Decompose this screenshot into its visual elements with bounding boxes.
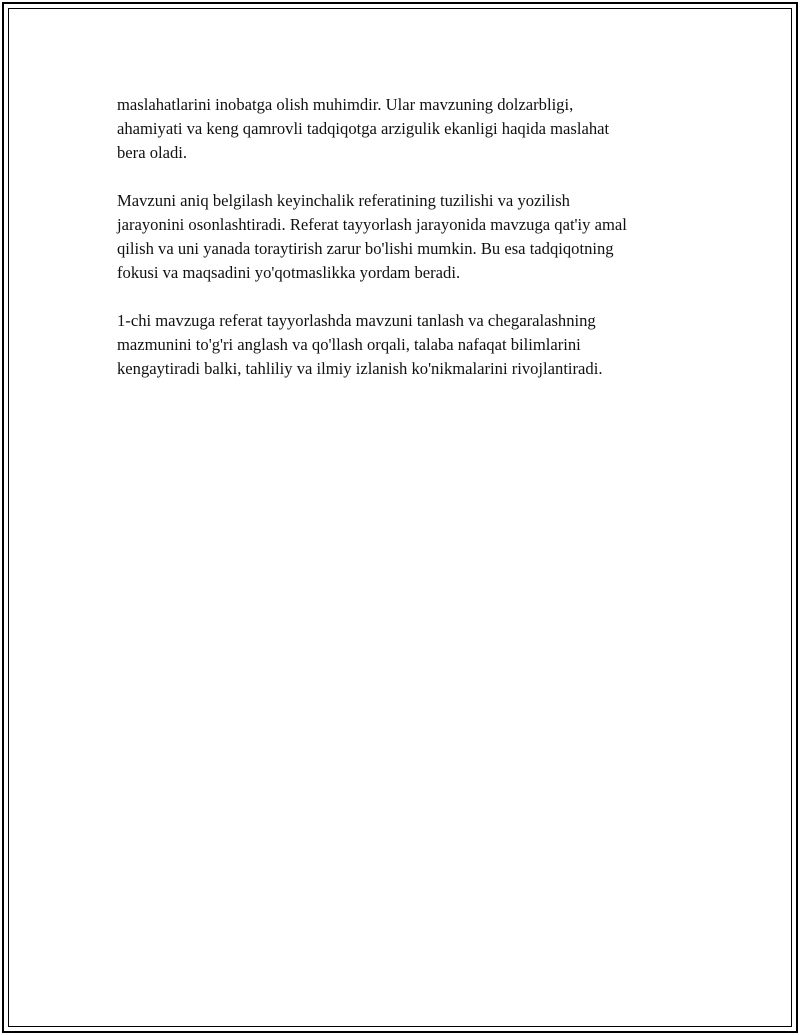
text-line: ahamiyati va keng qamrovli tadqiqotga arzigulik ekanligi haqida maslahat [117, 119, 610, 138]
paragraph-1 [117, 93, 697, 165]
paragraph-2 [117, 189, 697, 285]
text-line: 1-chi mavzuga referat tayyorlashda mavzuni tanlash va chegaralashning [117, 311, 596, 330]
text-line: Mavzuni aniq belgilash keyinchalik referatining tuzilishi va yozilish [117, 191, 570, 210]
document-body [117, 93, 697, 405]
text-line: maslahatlarini inobatga olish muhimdir. Ular mavzuning dolzarbligi, [117, 95, 574, 114]
text-line: qilish va uni yanada toraytirish zarur bo'lishi mumkin. Bu esa tadqiqotning [117, 239, 614, 258]
text-line: jarayonini osonlashtiradi. Referat tayyorlash jarayonida mavzuga qat'iy amal [117, 215, 627, 234]
paragraph-3 [117, 309, 697, 381]
text-line: kengaytiradi balki, tahliliy va ilmiy izlanish ko'nikmalarini rivojlantiradi. [117, 359, 603, 378]
text-line: fokusi va maqsadini yo'qotmaslikka yordam beradi. [117, 263, 461, 282]
text-line: mazmunini to'g'ri anglash va qo'llash orqali, talaba nafaqat bilimlarini [117, 335, 581, 354]
text-line: bera oladi. [117, 143, 188, 162]
